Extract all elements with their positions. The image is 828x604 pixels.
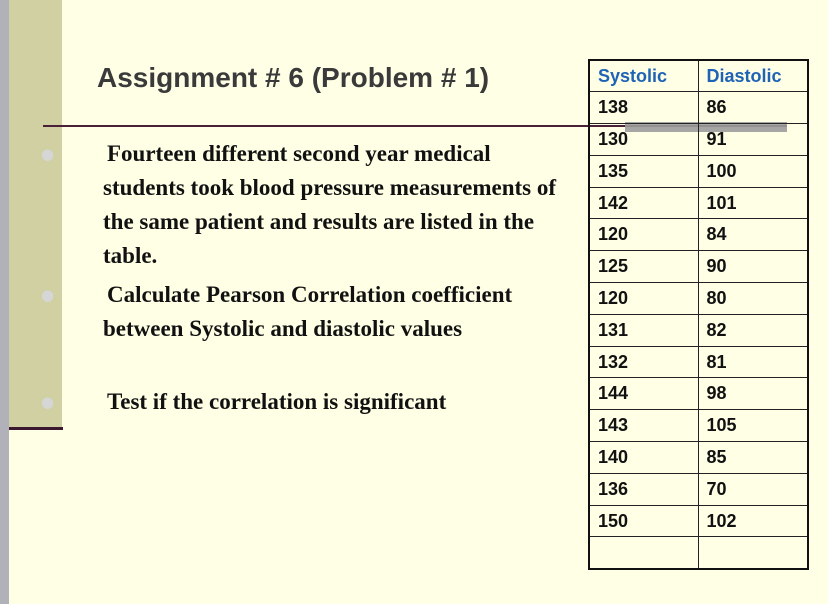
table-row <box>589 346 808 378</box>
table-row <box>589 92 808 124</box>
table-row <box>589 537 808 569</box>
systolic-cell: 125 <box>589 251 698 283</box>
table-row <box>589 219 808 251</box>
systolic-cell: 135 <box>589 155 698 187</box>
bullet-dot-icon: ● <box>41 145 55 163</box>
systolic-cell <box>589 537 698 569</box>
diastolic-cell: 102 <box>698 505 808 537</box>
systolic-cell: 120 <box>589 219 698 251</box>
systolic-cell: 143 <box>589 410 698 442</box>
diastolic-cell: 80 <box>698 283 808 315</box>
bullet-dot-icon: ● <box>41 286 55 304</box>
table-row <box>589 410 808 442</box>
bullet-dot-icon: ● <box>41 393 55 411</box>
diastolic-cell: 70 <box>698 473 808 505</box>
slide-edge-strip <box>0 0 9 604</box>
table-row <box>589 251 808 283</box>
diastolic-cell: 84 <box>698 219 808 251</box>
side-band-rule <box>9 427 63 430</box>
systolic-cell: 131 <box>589 314 698 346</box>
bullet-item <box>41 137 563 273</box>
diastolic-cell: 101 <box>698 187 808 219</box>
diastolic-cell: 90 <box>698 251 808 283</box>
slide-title: Assignment # 6 (Problem # 1) <box>97 62 490 93</box>
diastolic-cell: 86 <box>698 92 808 124</box>
diastolic-cell: 105 <box>698 410 808 442</box>
diastolic-cell: 85 <box>698 442 808 474</box>
table-row <box>589 124 808 156</box>
header-diastolic: Diastolic <box>698 60 808 92</box>
bullet-text: Test if the correlation is significant <box>107 389 447 414</box>
systolic-cell: 132 <box>589 346 698 378</box>
slide-side-band <box>9 0 62 428</box>
header-systolic: Systolic <box>589 60 698 92</box>
systolic-cell: 136 <box>589 473 698 505</box>
diastolic-cell <box>698 537 808 569</box>
blood-pressure-table <box>588 59 809 570</box>
table-row <box>589 283 808 315</box>
bullet-text: Fourteen different second year medical students took blood pressure measurements of the same patient and results are listed in the table. <box>103 141 557 268</box>
diastolic-cell: 91 <box>698 124 808 156</box>
systolic-cell: 140 <box>589 442 698 474</box>
diastolic-cell: 81 <box>698 346 808 378</box>
systolic-cell: 150 <box>589 505 698 537</box>
table-row <box>589 378 808 410</box>
table-row <box>589 314 808 346</box>
table-row <box>589 155 808 187</box>
bullet-item <box>41 385 563 419</box>
systolic-cell: 138 <box>589 92 698 124</box>
diastolic-cell: 82 <box>698 314 808 346</box>
diastolic-cell: 98 <box>698 378 808 410</box>
table-row <box>589 505 808 537</box>
diastolic-cell: 100 <box>698 155 808 187</box>
bullet-item <box>41 278 563 346</box>
systolic-cell: 130 <box>589 124 698 156</box>
table-row <box>589 187 808 219</box>
table-header-row <box>589 60 808 92</box>
systolic-cell: 144 <box>589 378 698 410</box>
table-row <box>589 442 808 474</box>
systolic-cell: 120 <box>589 283 698 315</box>
table-body <box>589 92 808 569</box>
bullet-text: Calculate Pearson Correlation coefficient between Systolic and diastolic values <box>103 282 513 341</box>
systolic-cell: 142 <box>589 187 698 219</box>
table-row <box>589 473 808 505</box>
